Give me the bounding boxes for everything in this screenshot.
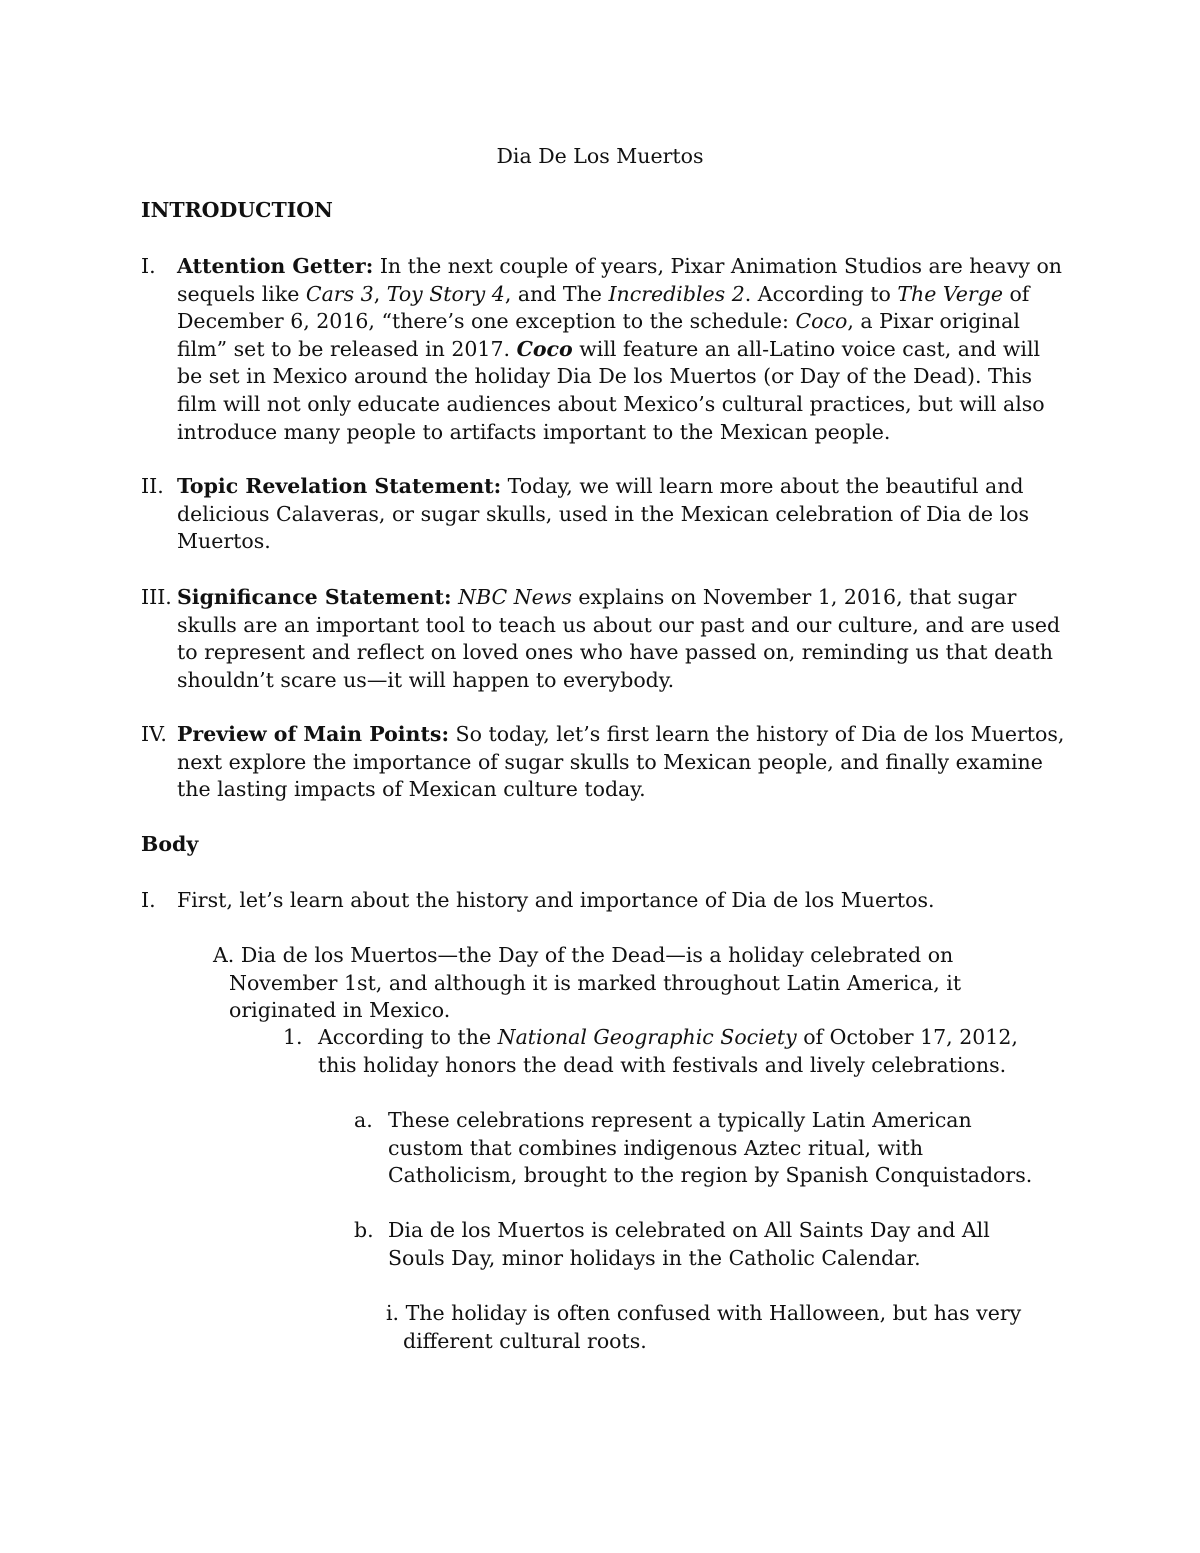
italic-title: Coco xyxy=(795,309,848,334)
subpoint-letter: b. xyxy=(354,1218,374,1242)
italic-title: Incredibles 2 xyxy=(608,281,745,306)
intro-item-label: Attention Getter: xyxy=(177,254,374,278)
introduction-heading: INTRODUCTION xyxy=(141,198,333,222)
body-subpoint-text: These celebrations represent a typically Latin American custom that combines indigenous Aztec ritual, with Catholicism, brought to the region by Spanish Conquistadors. xyxy=(388,1108,1033,1188)
intro-item-label: Significance Statement: xyxy=(177,585,452,609)
text-run: will feature an all-Latino voice cast, and will be set in Mexico around the holiday Dia De los Muertos (or Day of the Dead). This film will not only educate audiences about Mexico’s cultural practices, but will also introduce many people to artifacts important to the Mexican people. xyxy=(177,336,1045,444)
body-subpoint-text xyxy=(318,1024,1043,1079)
intro-item-preview xyxy=(141,721,1066,804)
body-main-point xyxy=(141,887,1066,915)
intro-item-label: Topic Revelation Statement: xyxy=(177,474,502,498)
text-run: , a Pixar original film” set to be released in 2017. xyxy=(177,309,1020,361)
intro-item-number: IV. xyxy=(141,722,167,746)
body-point-number: I. xyxy=(141,888,156,912)
text-run: , and The xyxy=(504,281,609,306)
body-heading: Body xyxy=(141,832,199,856)
italic-title: The Verge xyxy=(897,281,1003,306)
intro-item-paragraph xyxy=(177,721,1066,804)
body-subpoint-b-lower xyxy=(354,1217,1044,1272)
text-run: According to the xyxy=(318,1025,498,1049)
body-subpoint-text xyxy=(213,942,1043,1025)
intro-item-topic-revelation xyxy=(141,473,1066,556)
italic-title: Coco xyxy=(516,336,573,361)
intro-item-significance xyxy=(141,584,1066,694)
subpoint-letter: A. xyxy=(213,943,235,967)
text-run: Dia de los Muertos—the Day of the Dead—is a holiday celebrated on November 1st, and although it is marked throughout Latin America, it originated in Mexico. xyxy=(229,943,962,1023)
text-run: So today, let’s first learn the history of Dia de los Muertos, next explore the importance of sugar skulls to Mexican people, and finally examine the lasting impacts of Mexican culture today. xyxy=(177,722,1065,802)
subpoint-letter: a. xyxy=(354,1108,373,1132)
intro-item-paragraph xyxy=(177,584,1066,694)
intro-item-number: I. xyxy=(141,254,156,278)
intro-item-paragraph xyxy=(177,253,1066,446)
text-run: In the next couple of years, Pixar Animation Studios are heavy on sequels like xyxy=(177,254,1062,306)
body-subpoint-text: Dia de los Muertos is celebrated on All Saints Day and All Souls Day, minor holidays in the Catholic Calendar. xyxy=(388,1218,990,1270)
text-run: . According to xyxy=(744,281,898,306)
body-point-text: First, let’s learn about the history and importance of Dia de los Muertos. xyxy=(177,888,935,912)
body-subpoint-a xyxy=(213,942,1043,1025)
text-run: of December 6, 2016, “there’s one exception to the schedule: xyxy=(177,281,1030,334)
intro-item-number: III. xyxy=(141,585,172,609)
subpoint-roman: i. xyxy=(386,1301,400,1325)
text-run: of October 17, 2012, this holiday honors the dead with festivals and lively celebrations. xyxy=(318,1025,1018,1077)
text-run: explains on November 1, 2016, that sugar skulls are an important tool to teach us about our past and our culture, and are used to represent and reflect on loved ones who have passed on, reminding us that death shouldn’t scare us—it will happen to everybody. xyxy=(177,585,1061,692)
intro-item-label: Preview of Main Points: xyxy=(177,722,450,746)
italic-title: Cars 3 xyxy=(305,281,374,306)
intro-item-number: II. xyxy=(141,474,164,498)
intro-item-paragraph xyxy=(177,473,1066,556)
text-run: The holiday is often confused with Halloween, but has very different cultural roots. xyxy=(403,1301,1022,1353)
body-subpoint-1 xyxy=(283,1024,1043,1079)
italic-title: NBC News xyxy=(458,585,572,609)
italic-title: Toy Story 4 xyxy=(386,281,505,306)
body-subpoint-i xyxy=(386,1300,1026,1355)
italic-title: National Geographic Society xyxy=(497,1025,797,1049)
body-subpoint-a-lower xyxy=(354,1107,1044,1190)
text-run: Today, we will learn more about the beautiful and delicious Calaveras, or sugar skulls, used in the Mexican celebration of Dia de los Muertos. xyxy=(177,474,1030,554)
body-subpoint-text xyxy=(386,1300,1026,1355)
subpoint-number: 1. xyxy=(283,1025,303,1049)
text-run: , xyxy=(373,281,387,306)
document-title: Dia De Los Muertos xyxy=(496,144,704,168)
intro-item-attention-getter xyxy=(141,253,1066,446)
